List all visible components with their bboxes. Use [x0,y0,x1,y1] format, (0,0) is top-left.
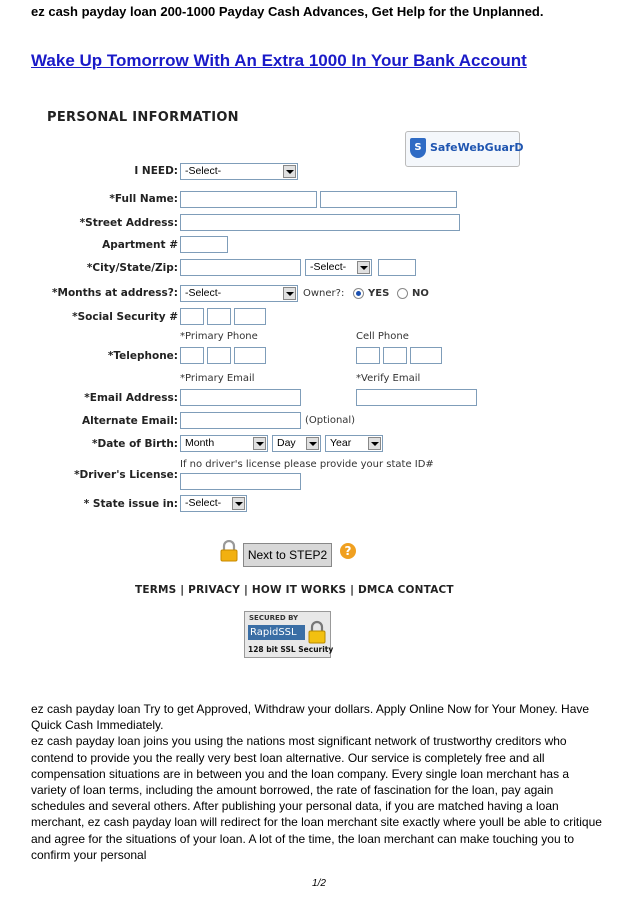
select-value: Day [277,437,296,449]
paragraph-details: ez cash payday loan joins you using the nations most significant network of trustworthy creditors who contend to provide you the really very best loan alternative. Our service is completely free and all compensation situations are in between you and the loan company. Every single loan merchant has a variety of loan terms, including the amount borrowed, the rate of fascination for the loan, pay again schedules and several others. After publishing your personal data, if you are matched having a loan merchant, ez cash payday loan will redirect for the loan merchant site exactly where youll be able to critique and agree for the situations of your loan. A lot of the time, the loan merchant can make touching you to confirm your personal [31,734,602,862]
ssn-part1-input[interactable] [180,308,204,325]
dropdown-arrow-icon [306,437,319,450]
page-number: 1/2 [312,878,326,889]
state-select[interactable] [305,259,372,276]
phone-line-input[interactable] [234,347,266,364]
phone-area-input[interactable] [180,347,204,364]
personal-info-form [30,98,540,660]
alt-email-input[interactable] [180,412,301,429]
primary-phone-label: *Primary Phone [180,331,258,342]
label-apartment: Apartment # [102,239,178,251]
label-state-issue: * State issue in: [83,498,178,510]
safewebguard-badge [405,131,524,167]
ssl-top-text: SECURED BY [249,614,299,622]
optional-note: (Optional) [305,415,356,426]
select-value: -Select- [185,165,222,177]
license-input[interactable] [180,473,301,490]
shield-icon: S [410,138,426,158]
footer-links[interactable]: TERMS | PRIVACY | HOW IT WORKS | DMCA CONTACT [135,584,454,596]
dropdown-arrow-icon [283,287,296,300]
ssn-part2-input[interactable] [207,308,231,325]
rapidssl-badge [244,611,334,658]
owner-label: Owner?: [303,288,345,299]
badge-label: SafeWebGuarD [430,141,524,154]
dob-year-select[interactable] [325,435,383,452]
cell-area-input[interactable] [356,347,380,364]
cell-phone-label: Cell Phone [356,331,409,342]
owner-yes-label: YES [368,288,390,299]
first-name-input[interactable] [180,191,317,208]
email-input[interactable] [180,389,301,406]
label-alt-email: Alternate Email: [82,415,178,427]
dropdown-arrow-icon [253,437,266,450]
dropdown-arrow-icon [357,261,370,274]
label-dob: *Date of Birth: [92,438,178,450]
city-input[interactable] [180,259,301,276]
owner-no-label: NO [412,288,429,299]
select-value: -Select- [185,287,222,299]
ssl-brand-text: RapidSSL [248,625,305,640]
select-value: -Select- [310,261,347,273]
label-email: *Email Address: [84,392,178,404]
last-name-input[interactable] [320,191,457,208]
street-input[interactable] [180,214,460,231]
help-icon[interactable]: ? [340,543,356,559]
verify-email-label: *Verify Email [356,373,421,384]
lock-icon [220,540,238,562]
paragraph-intro: ez cash payday loan Try to get Approved, Withdraw your dollars. Apply Online Now for Your Money. Have Quick Cash Immediately. [31,702,590,733]
owner-no-radio[interactable] [397,288,408,299]
label-telephone: *Telephone: [107,350,178,362]
next-step-button[interactable]: Next to STEP2 [243,543,332,567]
select-value: -Select- [185,497,222,509]
phone-prefix-input[interactable] [207,347,231,364]
dob-day-select[interactable] [272,435,321,452]
ssn-part3-input[interactable] [234,308,266,325]
cell-prefix-input[interactable] [383,347,407,364]
apartment-input[interactable] [180,236,228,253]
document-title: ez cash payday loan 200-1000 Payday Cash Advances, Get Help for the Unplanned. [31,4,544,19]
dropdown-arrow-icon [283,165,296,178]
label-city-state-zip: *City/State/Zip: [86,262,178,274]
zip-input[interactable] [378,259,416,276]
cell-line-input[interactable] [410,347,442,364]
verify-email-input[interactable] [356,389,477,406]
label-license: *Driver's License: [74,469,178,481]
loan-amount-select[interactable] [180,163,298,180]
license-note: If no driver's license please provide your state ID# [180,459,434,470]
months-select[interactable] [180,285,298,302]
owner-yes-radio[interactable] [353,288,364,299]
state-issue-select[interactable] [180,495,247,512]
label-ssn: *Social Security # [72,311,178,323]
select-value: Year [330,437,352,449]
primary-email-label: *Primary Email [180,373,255,384]
section-title: PERSONAL INFORMATION [47,110,239,125]
ssl-bottom-text: 128 bit SSL Security [248,645,334,654]
label-street: *Street Address: [79,217,178,229]
label-months: *Months at address?: [52,287,178,299]
label-i-need: I NEED: [134,165,178,177]
lock-icon [307,620,327,644]
headline-link[interactable]: Wake Up Tomorrow With An Extra 1000 In Your Bank Account [31,51,527,70]
dropdown-arrow-icon [368,437,381,450]
label-full-name: *Full Name: [109,193,178,205]
select-value: Month [185,437,215,449]
dropdown-arrow-icon [232,497,245,510]
body-text [31,701,605,863]
dob-month-select[interactable] [180,435,268,452]
